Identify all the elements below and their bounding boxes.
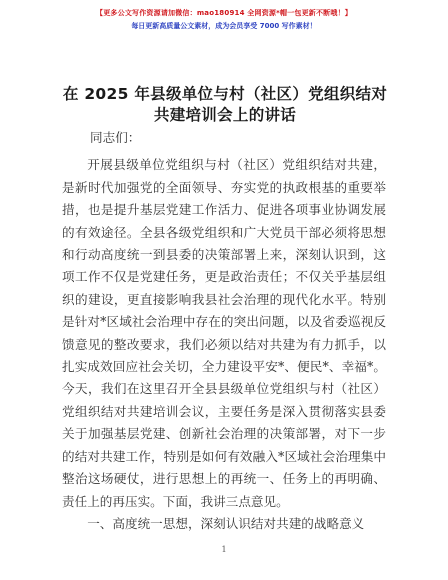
section-heading: 一、高度统一思想，深刻认识结对共建的战略意义 (87, 515, 365, 531)
promo-banner-line-2: 每日更新高质量公文素材，成为会员享受 7000 写作素材！ (131, 22, 317, 30)
body-paragraph: 开展县级单位党组织与村（社区）党组织结对共建，是新时代加强党的全面领导、夯实党的执政根基的重要举措，也是提升基层党建工作活力、促进各项事业协调发展的有效途径。全县各级党组织和广大党员干部必须将思想和行动高度统一到县委的决策部署上来，深刻认识到，这项工作不仅是党建任务，更是政治责任；不仅关乎基层组织的建设，更直接影响我县社会治理的现代化水平。特别是针对*区域社会治理中存在的突出问题，以及省委巡视反馈意见的整改要求，我们必须以结对共建为有力抓手，以扎实成效回应社会关切，全力建设平安*、便民*、幸福*。今天，我们在这里召开全县县级单位党组织与村（社区）党组织结对共建培训会议，主要任务是深入贯彻落实县委关于加强基层党建、创新社会治理的决策部署，对下一步的结对共建工作，特别是如何有效融入*区域社会治理集中整治这场硬仗，进行思想上的再统一、任务上的再明确、责任上的再压实。下面，我讲三点意见。 (62, 157, 386, 509)
document-body (62, 127, 386, 535)
promo-banner (0, 0, 448, 31)
promo-banner-line-1: 【更多公文写作资源请加微信：mao180914 全网资源*帽一包更新不断哦！】 (96, 9, 352, 17)
document-title: 在 2025 年县级单位与村（社区）党组织结对共建培训会上的讲话 (62, 85, 388, 124)
page-number: 1 (221, 545, 227, 554)
salutation: 同志们： (90, 130, 141, 145)
